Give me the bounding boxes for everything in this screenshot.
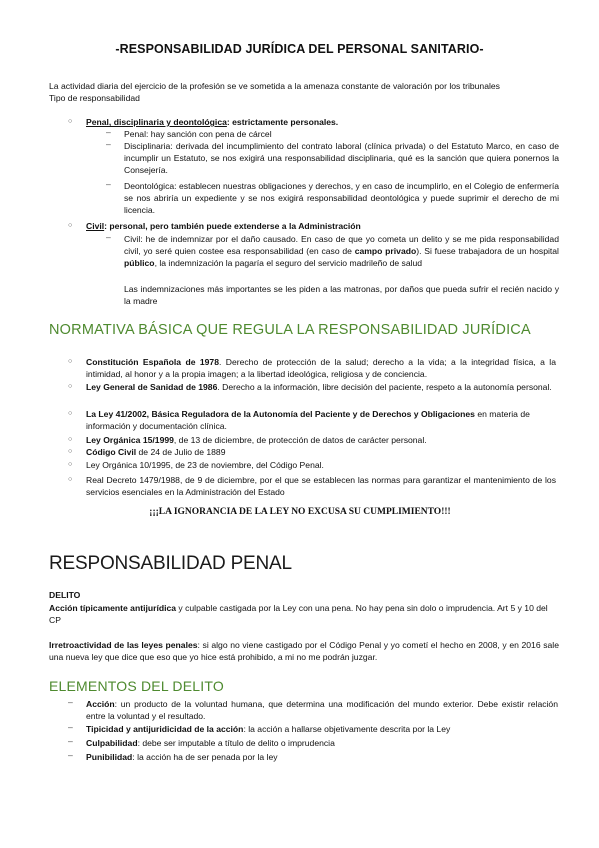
elemento-item-rest: : un producto de la voluntad humana, que determina una modificación del mundo exterior. Debe existir relación entre la voluntad y el resultado. — [86, 699, 558, 721]
civil-text-c: ). Si fuese trabajadora de un hospital — [416, 246, 559, 256]
circle-bullet-icon: ○ — [68, 222, 73, 229]
normativa-item-bold: Constitución Española de 1978 — [86, 357, 219, 367]
intro — [49, 80, 559, 104]
circle-bullet-icon: ○ — [68, 461, 73, 468]
circle-bullet-icon: ○ — [68, 410, 73, 417]
normativa-item-rest: . Derecho de protección de la salud; derecho a la vida; a la integridad física, a la intimidad, al honor y a la propia imagen; a la libertad ideológica, religiosa y de conciencia. — [86, 357, 556, 379]
type-civil-heading-rest: : personal, pero también puede extenderse a la Administración — [104, 221, 361, 231]
normativa-item — [86, 434, 556, 446]
normativa-heading: NORMATIVA BÁSICA QUE REGULA LA RESPONSABILIDAD JURÍDICA — [49, 322, 531, 338]
dash-bullet-icon: – — [106, 127, 111, 137]
type-penal-heading-label: Penal, disciplinaria y deontológica — [86, 117, 227, 127]
elemento-item-bold: Culpabilidad — [86, 738, 138, 748]
normativa-item: Real Decreto 1479/1988, de 9 de diciembre, por el que se establecen las normas para garantizar el mantenimiento de los servicios esenciales en la Administración del Estado — [86, 475, 556, 497]
intro-line-1: La actividad diaria del ejercicio de la profesión se ve sometida a la amenaza constante de valoración por los tribunales — [49, 81, 500, 91]
elemento-item — [86, 698, 558, 722]
circle-bullet-icon: ○ — [68, 476, 73, 483]
circle-bullet-icon: ○ — [68, 383, 73, 390]
type-disciplinaria-item: Disciplinaria: derivada del incumplimiento del contrato laboral (clínica privada) o del Estatuto Marco, en caso de incumplir un Estatuto, se nos exigirá una responsabilidad disciplinaria, qué es la sanción que quiera ponernos la Consejería. — [124, 141, 559, 175]
elemento-item-rest: : la acción ha de ser penada por la ley — [132, 752, 278, 762]
slogan: ¡¡¡LA IGNORANCIA DE LA LEY NO EXCUSA SU CUMPLIMIENTO!!! — [149, 507, 451, 517]
elemento-item — [86, 737, 558, 749]
elemento-item — [86, 723, 558, 735]
civil-text-b: campo privado — [354, 246, 417, 256]
dash-bullet-icon: – — [68, 736, 73, 746]
irretroactividad — [49, 639, 559, 663]
dash-bullet-icon: – — [106, 232, 111, 242]
normativa-item — [86, 408, 556, 432]
normativa-item-bold: Ley General de Sanidad de 1986 — [86, 382, 218, 392]
page-title: -RESPONSABILIDAD JURÍDICA DEL PERSONAL SANITARIO- — [115, 42, 484, 56]
delito-label: DELITO — [49, 590, 81, 600]
dash-bullet-icon: – — [68, 750, 73, 760]
type-civil-heading — [86, 220, 556, 232]
elemento-item-bold: Tipicidad y antijuridicidad de la acción — [86, 724, 244, 734]
civil-text-e: , la indemnización la pagaría el seguro del servicio madrileño de salud — [154, 258, 423, 268]
normativa-item-rest: en materia de información y documentación clínica. — [86, 409, 530, 431]
normativa-item-rest: , de 13 de diciembre, de protección de datos de carácter personal. — [173, 435, 427, 445]
circle-bullet-icon: ○ — [68, 118, 73, 125]
penal-heading: RESPONSABILIDAD PENAL — [49, 553, 292, 574]
irretroactividad-bold: Irretroactividad de las leyes penales — [49, 640, 198, 650]
normativa-item — [86, 356, 556, 380]
intro-line-2: Tipo de responsabilidad — [49, 93, 140, 103]
elementos-heading: ELEMENTOS DEL DELITO — [49, 678, 224, 694]
normativa-item — [86, 381, 556, 393]
civil-item-2: Las indemnizaciones más importantes se les piden a las matronas, por daños que pueda sufrir el recién nacido y la madre — [124, 284, 559, 306]
type-civil-item — [124, 233, 559, 269]
type-penal-item: Penal: hay sanción con pena de cárcel — [124, 129, 272, 139]
elemento-item-rest: : la acción a hallarse objetivamente descrita por la Ley — [243, 724, 451, 734]
normativa-item-bold: Ley Orgánica 15/1999 — [86, 435, 174, 445]
elemento-item-bold: Punibilidad — [86, 752, 133, 762]
elemento-item-rest: : debe ser imputable a título de delito o imprudencia — [137, 738, 335, 748]
elemento-item-bold: Acción — [86, 699, 115, 709]
elemento-item — [86, 751, 558, 763]
type-civil-heading-label: Civil — [86, 221, 105, 231]
dash-bullet-icon: – — [68, 697, 73, 707]
type-penal-heading-rest: : estrictamente personales. — [226, 117, 339, 127]
circle-bullet-icon: ○ — [68, 358, 73, 365]
civil-text-d: público — [124, 258, 155, 268]
normativa-item — [86, 446, 556, 458]
normativa-item-rest: de 24 de Julio de 1889 — [136, 447, 226, 457]
normativa-item: Ley Orgánica 10/1995, de 23 de noviembre, del Código Penal. — [86, 460, 324, 470]
delito-bold: Acción típicamente antijurídica — [49, 603, 177, 613]
circle-bullet-icon: ○ — [68, 448, 73, 455]
dash-bullet-icon: – — [68, 722, 73, 732]
circle-bullet-icon: ○ — [68, 436, 73, 443]
civil-text-a: Civil: he de indemnizar por el daño causado. En caso de que yo cometa un delito y se me pida responsabilidad civil, yo seré quien costee esa responsabilidad (en caso de — [124, 234, 559, 256]
type-penal-heading — [86, 116, 556, 128]
type-deontologica-item: Deontológica: establecen nuestras obligaciones y derechos, y en caso de incumplirlo, en el Colegio de enfermería se nos abriría un expediente y se nos exigirá responsabilidad deontológica y puede suprimir el derecho de mi licencia. — [124, 181, 559, 215]
dash-bullet-icon: – — [106, 179, 111, 189]
delito-rest: y culpable castigada por la Ley con una pena. No hay pena sin dolo o imprudencia. Art 5 y 10 del CP — [49, 603, 548, 625]
dash-bullet-icon: – — [106, 139, 111, 149]
irretroactividad-rest: : si algo no viene castigado por el Código Penal y yo cometí el hecho en 2008, y en 2016 sale una nueva ley que dice que eso que yo hice está prohibido, a mi no me podrán juzgar. — [49, 640, 559, 662]
delito-definition — [49, 602, 559, 626]
normativa-item-bold: La Ley 41/2002, Básica Reguladora de la Autonomía del Paciente y de Derechos y Obligaciones — [86, 409, 475, 419]
normativa-item-rest: . Derecho a la información, libre decisión del paciente, respeto a la autonomía personal. — [217, 382, 552, 392]
normativa-item-bold: Código Civil — [86, 447, 137, 457]
